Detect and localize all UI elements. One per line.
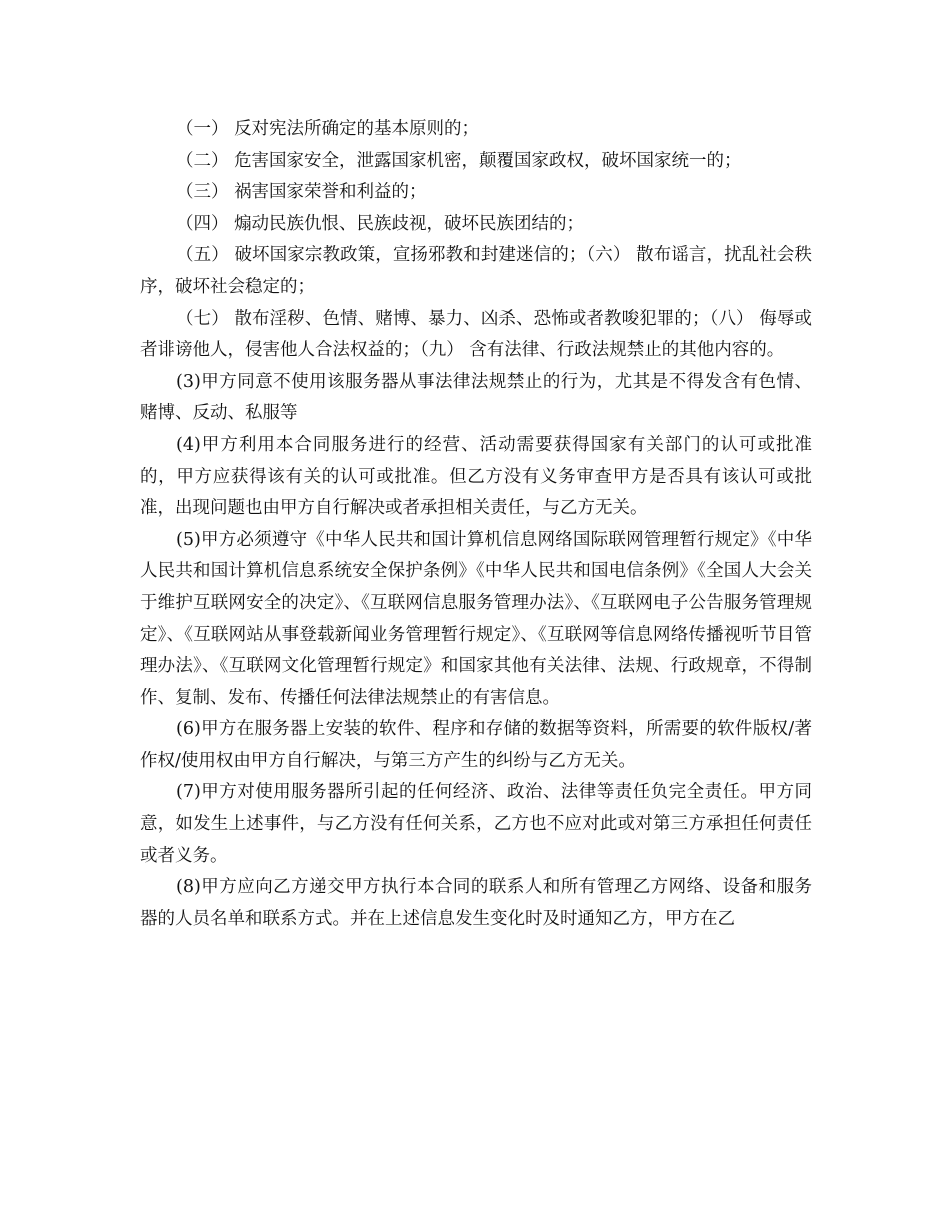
paragraph-clause-4: (4)甲方利用本合同服务进行的经营、活动需要获得国家有关部门的认可或批准的，甲方应获得该有关的认可或批准。但乙方没有义务审查甲方是否具有该认可或批准，出现问题也由甲方自行解决或者承担相关责任，与乙方无关。 xyxy=(140,434,812,519)
paragraph-clause-3: (3)甲方同意不使用该服务器从事法律法规禁止的行为，尤其是不得发含有色情、赌博、反动、私服等 xyxy=(140,371,812,424)
paragraph-item-5: （五） 破坏国家宗教政策，宣扬邪教和封建迷信的；（六） 散布谣言，扰乱社会秩序，破坏社会稳定的； xyxy=(140,245,812,297)
paragraph-item-1: （一） 反对宪法所确定的基本原则的； xyxy=(176,119,480,139)
paragraph-item-4: （四） 煽动民族仇恨、民族歧视，破坏民族团结的； xyxy=(176,213,585,234)
paragraph-item-7: （七） 散布淫秽、色情、赌博、暴力、凶杀、恐怖或者教唆犯罪的；（八） 侮辱或者诽谤他人，侵害他人合法权益的；（九） 含有法律、行政法规禁止的其他内容的。 xyxy=(140,308,812,361)
paragraph-item-3: （三） 祸害国家荣誉和利益的； xyxy=(176,182,427,203)
document-body xyxy=(140,114,812,935)
paragraph-clause-6: (6)甲方在服务器上安装的软件、程序和存储的数据等资料，所需要的软件版权/著作权/使用权由甲方自行解决，与第三方产生的纠纷与乙方无关。 xyxy=(140,719,812,771)
paragraph-clause-5: (5)甲方必须遵守《中华人民共和国计算机信息网络国际联网管理暂行规定》《中华人民共和国计算机信息系统安全保护条例》《中华人民共和国电信条例》《全国人大会关于维护互联网安全的决定》、《互联网信息服务管理办法》、《互联网电子公告服务管理规定》、《互联网站从事登载新闻业务管理暂行规定》、《互联网等信息网络传播视听节目管理办法》、《互联网文化管理暂行规定》和国家其他有关法律、法规、行政规章，不得制作、复制、发布、传播任何法律法规禁止的有害信息。 xyxy=(140,529,812,708)
paragraph-clause-7: (7)甲方对使用服务器所引起的任何经济、政治、法律等责任负完全责任。甲方同意，如发生上述事件，与乙方没有任何关系，乙方也不应对此或对第三方承担任何责任或者义务。 xyxy=(140,782,812,866)
paragraph-clause-8: (8)甲方应向乙方递交甲方执行本合同的联系人和所有管理乙方网络、设备和服务器的人员名单和联系方式。并在上述信息发生变化时及时通知乙方，甲方在乙 xyxy=(140,877,812,929)
paragraph-item-2: （二） 危害国家安全，泄露国家机密，颠覆国家政权，破坏国家统一的； xyxy=(176,150,742,171)
